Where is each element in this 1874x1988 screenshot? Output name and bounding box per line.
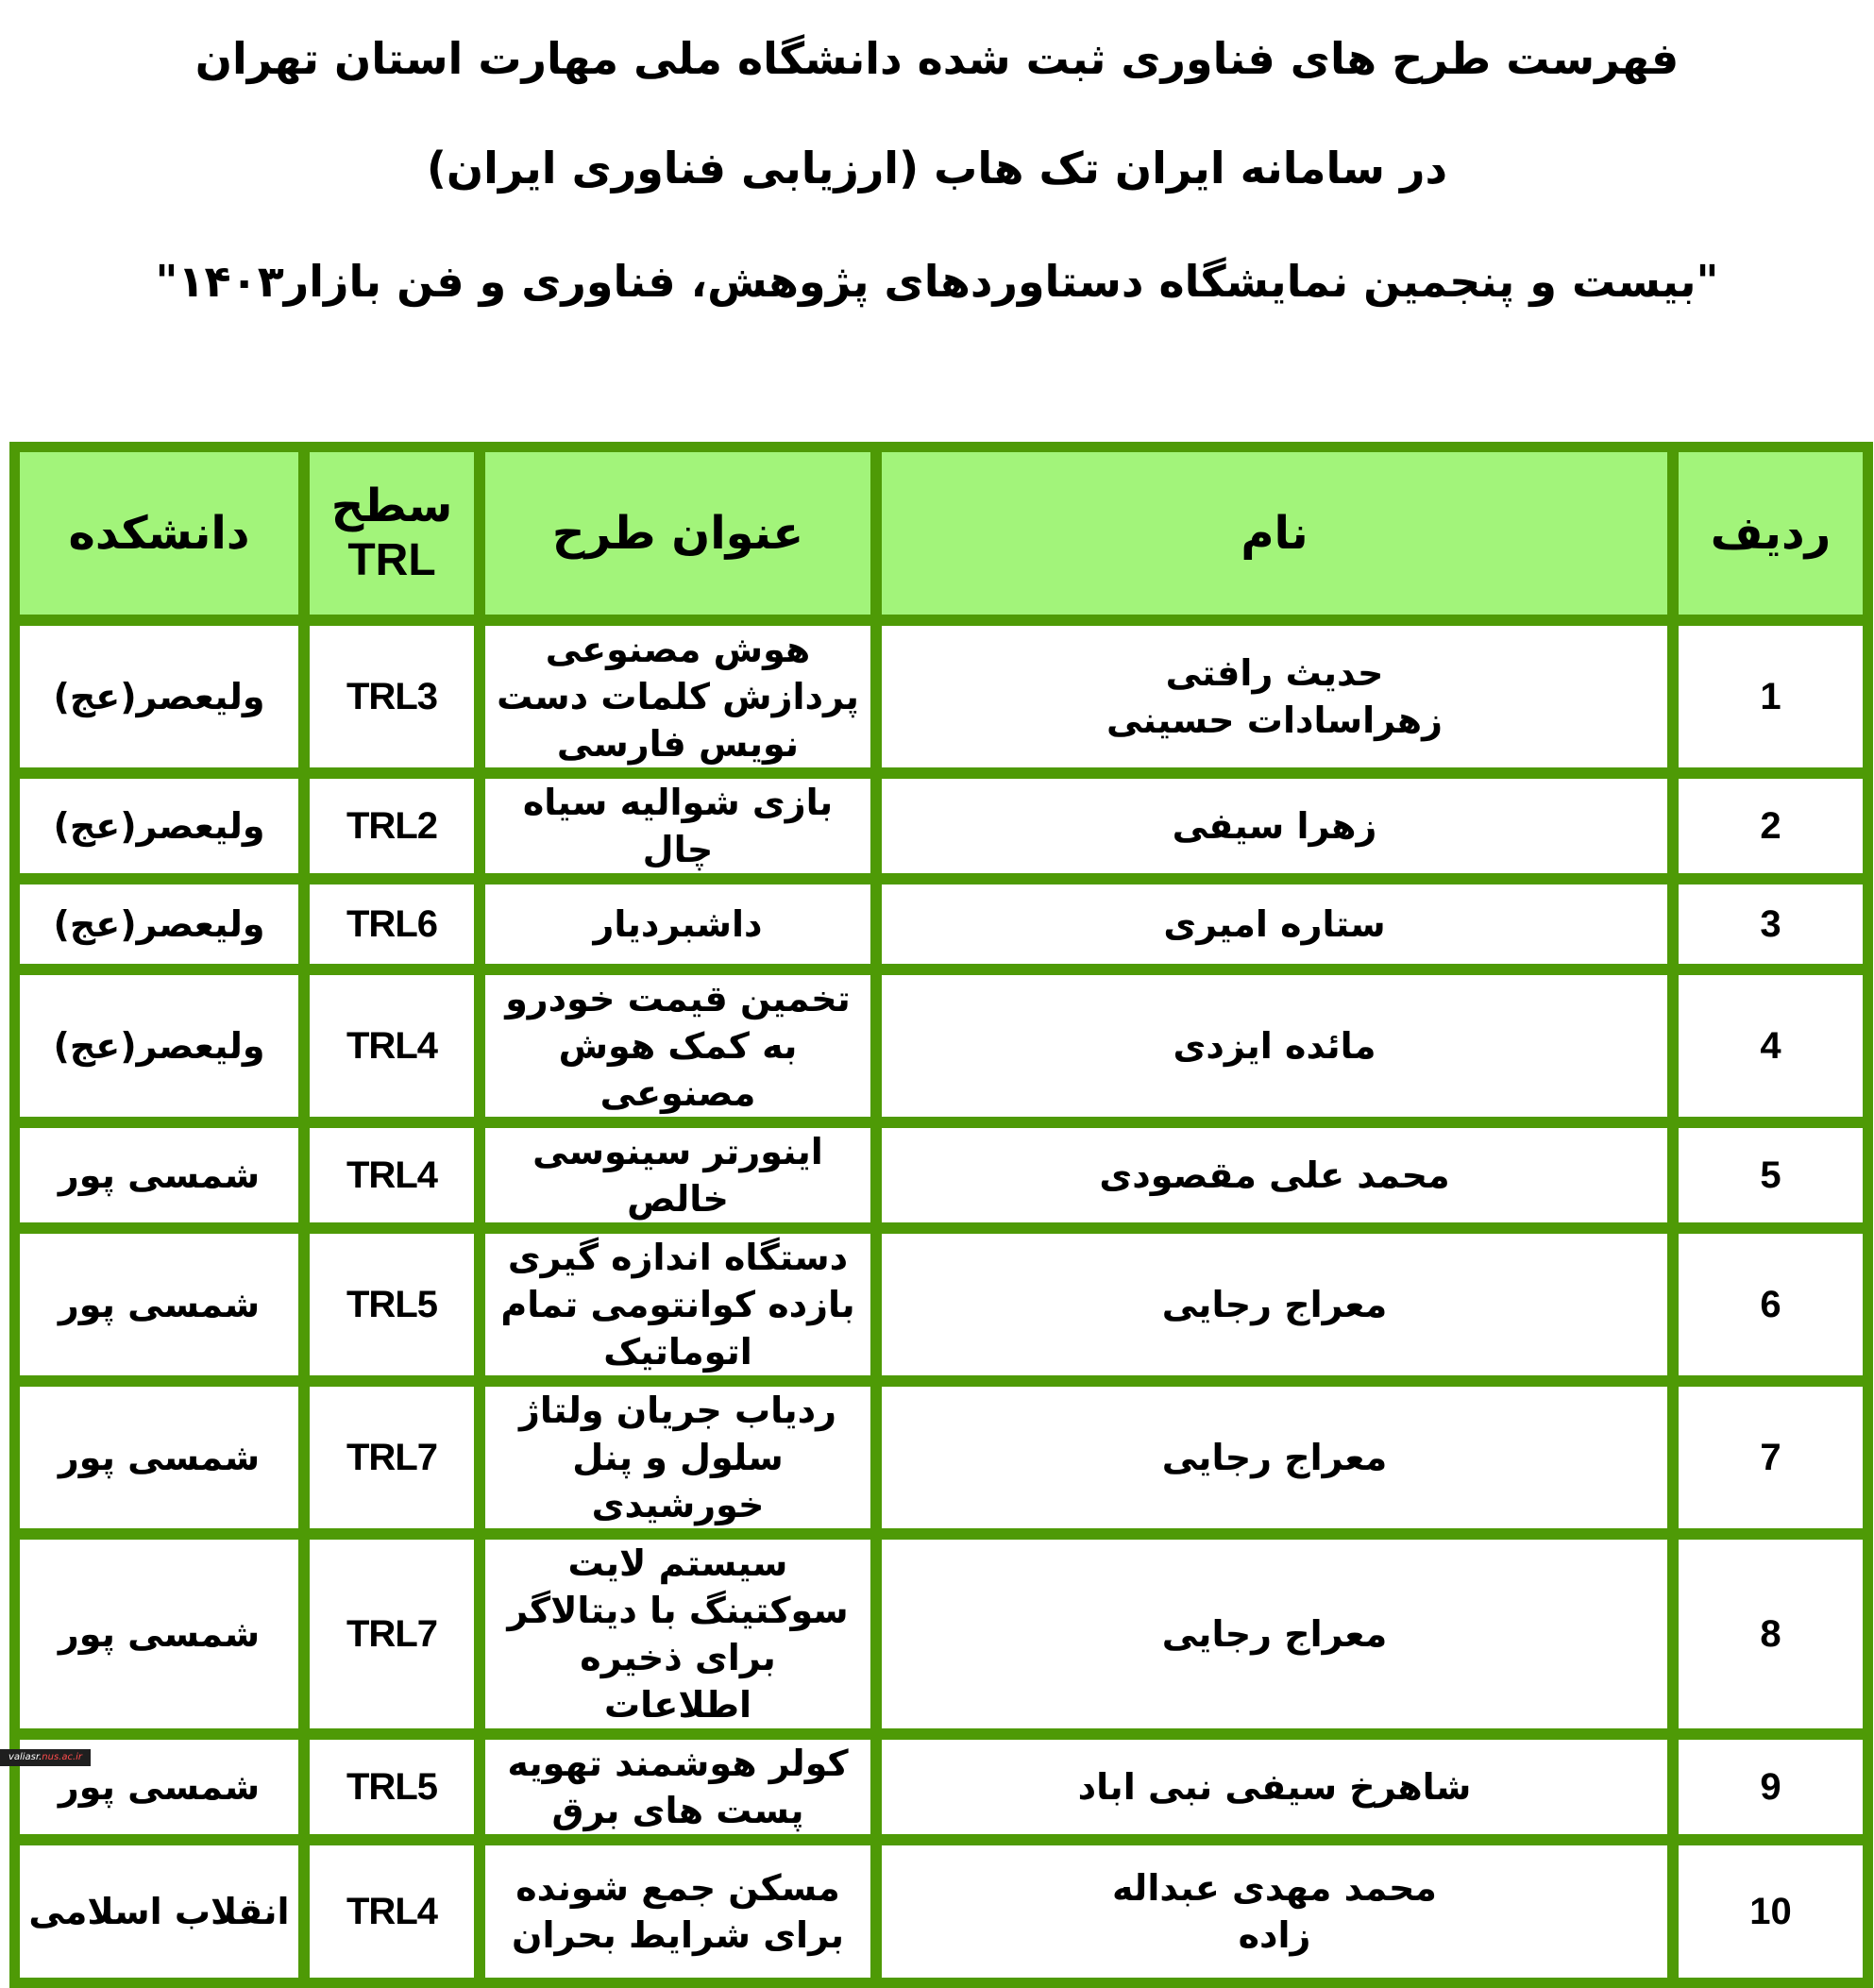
table-row [14,1840,1868,1983]
cell-trl-level: TRL4 [304,969,480,1122]
name-line: معراج رجایی [1161,1284,1388,1325]
cell-row-number: 6 [1673,1228,1868,1381]
cell-project-title [480,1228,876,1381]
cell-name [876,879,1673,969]
table-header-row [14,446,1868,620]
cell-name [876,969,1673,1122]
cell-name [876,1228,1673,1381]
project-line: سیستم لایت سوکتینگ با دیتالاگر برای ذخیره [507,1542,849,1678]
header-row-number: ردیف [1673,446,1868,620]
projects-table-container [9,442,1873,1988]
logo-text-prefix: valiasr. [8,1752,42,1762]
project-line: ردیاب جریان ولتاژ سلول و پنل خورشیدی [518,1390,837,1525]
name-line: معراج رجایی [1161,1613,1388,1655]
name-line-2: زهراسادات حسینی [1106,699,1443,741]
cell-row-number: 4 [1673,969,1868,1122]
cell-trl-level: TRL4 [304,1122,480,1228]
cell-row-number: 10 [1673,1840,1868,1983]
header-project-title: عنوان طرح [480,446,876,620]
cell-project-title [480,1840,876,1983]
table-row [14,1122,1868,1228]
project-line: بازی شوالیه سیاه چال [522,782,834,870]
cell-project-title [480,879,876,969]
cell-faculty: شمسی پور [14,1122,304,1228]
cell-name [876,773,1673,879]
cell-project-title [480,1734,876,1840]
project-line: مسکن جمع شونده برای شرایط بحران [512,1867,844,1956]
cell-row-number: 1 [1673,620,1868,773]
header-trl-line1: سطح [330,480,453,532]
cell-name [876,1534,1673,1734]
cell-faculty: شمسی پور [14,1534,304,1734]
table-row [14,969,1868,1122]
cell-project-title [480,969,876,1122]
header-faculty: دانشکده [14,446,304,620]
table-row [14,1381,1868,1534]
cell-project-title [480,1381,876,1534]
project-line: تخمین قیمت خودرو به کمک هوش مصنوعی [505,978,851,1114]
name-line: مائده ایزدی [1173,1025,1376,1067]
cell-project-title [480,1534,876,1734]
project-line: داشبردیار [593,903,763,945]
cell-trl-level: TRL3 [304,620,480,773]
cell-row-number: 7 [1673,1381,1868,1534]
name-line: زهرا سیفی [1172,805,1377,847]
cell-row-number: 9 [1673,1734,1868,1840]
project-line: کولر هوشمند تهویه پست های برق [507,1743,849,1831]
cell-name [876,620,1673,773]
cell-faculty: شمسی پور [14,1734,304,1840]
header-trl-line2: TRL [347,535,436,585]
header-trl-level [304,446,480,620]
cell-faculty: ولیعصر(عج) [14,969,304,1122]
cell-name [876,1122,1673,1228]
table-row [14,879,1868,969]
cell-trl-level: TRL6 [304,879,480,969]
project-line: دستگاه اندازه گیری بازده کوانتومی تمام اتوماتیک [500,1237,855,1373]
cell-faculty: ولیعصر(عج) [14,773,304,879]
page-title: فهرست طرح های فناوری ثبت شده دانشگاه ملی مهارت استان تهران [194,33,1680,84]
project-line: هوش مصنوعی پردازش کلمات دست نویس فارسی [497,629,859,765]
cell-name [876,1840,1673,1983]
cell-faculty: ولیعصر(عج) [14,879,304,969]
cell-row-number: 3 [1673,879,1868,969]
cell-trl-level: TRL4 [304,1840,480,1983]
table-row [14,773,1868,879]
cell-faculty: انقلاب اسلامی [14,1840,304,1983]
name-line: حدیث رافتی [1165,652,1384,694]
cell-name [876,1381,1673,1534]
cell-row-number: 2 [1673,773,1868,879]
header-name: نام [876,446,1673,620]
cell-project-title [480,620,876,773]
page-subtitle: در سامانه ایران تک هاب (ارزیابی فناوری ایران) [426,143,1448,194]
cell-trl-level: TRL2 [304,773,480,879]
cell-faculty: شمسی پور [14,1228,304,1381]
name-line: شاهرخ سیفی نبی اباد [1077,1766,1472,1808]
name-line: محمد علی مقصودی [1099,1154,1450,1196]
cell-name [876,1734,1673,1840]
cell-row-number: 8 [1673,1534,1868,1734]
cell-trl-level: TRL7 [304,1381,480,1534]
cell-project-title [480,1122,876,1228]
project-line: اینورتر سینوسی خالص [532,1131,823,1220]
cell-row-number: 5 [1673,1122,1868,1228]
site-logo [0,1749,91,1766]
table-row [14,1534,1868,1734]
cell-trl-level: TRL5 [304,1228,480,1381]
projects-table [9,442,1873,1988]
project-line-2: اطلاعات [603,1684,752,1726]
logo-text-highlight: nus.ac.ir [42,1752,83,1762]
cell-faculty: ولیعصر(عج) [14,620,304,773]
cell-trl-level: TRL5 [304,1734,480,1840]
name-line: ستاره امیری [1163,903,1386,945]
name-line: محمد مهدی عبداله [1112,1867,1437,1909]
cell-faculty: شمسی پور [14,1381,304,1534]
table-row [14,1228,1868,1381]
table-row [14,1734,1868,1840]
table-row [14,620,1868,773]
cell-project-title [480,773,876,879]
name-line-2: زاده [1238,1914,1311,1956]
cell-trl-level: TRL7 [304,1534,480,1734]
exhibition-title: "بیست و پنجمین نمایشگاه دستاوردهای پژوهش، فناوری و فن بازار۱۴۰۳" [155,256,1719,307]
name-line: معراج رجایی [1161,1437,1388,1478]
